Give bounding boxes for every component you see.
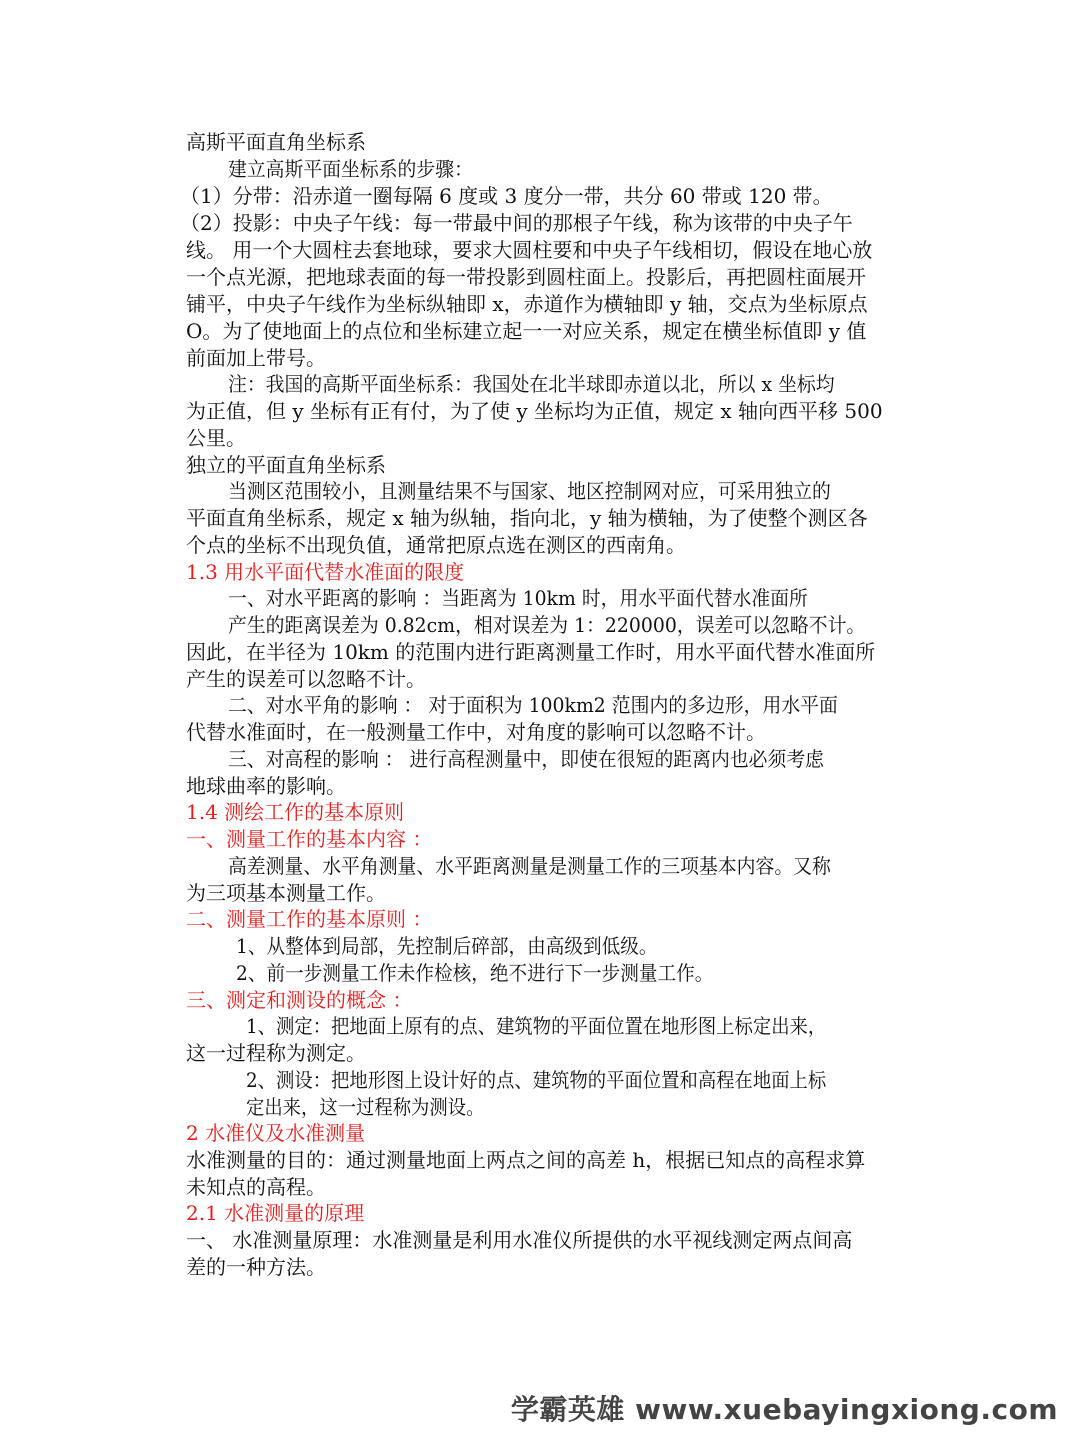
text-line: 地球曲率的影响。 — [186, 774, 346, 798]
text-line: 因此，在半径为 10km 的范围内进行距离测量工作时，用水平面代替水准面所 — [186, 640, 876, 664]
text-line: 平面直角坐标系，规定 x 轴为纵轴，指向北，y 轴为横轴，为了使整个测区各 — [186, 506, 868, 530]
text-line: 一、对水平距离的影响 ：当距离为 10km 时，用水平面代替水准面所 — [228, 586, 808, 610]
text-line: 一、 水准测量原理：水准测量是利用水准仪所提供的水平视线测定两点间高 — [186, 1228, 853, 1252]
text-line: 产生的距离误差为 0.82cm，相对误差为 1：220000，误差可以忽略不计。 — [228, 613, 866, 637]
text-line: 产生的误差可以忽略不计。 — [186, 667, 426, 691]
heading-1-4: 1.4 测绘工作的基本原则 — [186, 800, 405, 824]
text-line: 当测区范围较小，且测量结果不与国家、地区控制网对应，可采用独立的 — [228, 479, 831, 503]
text-line: 前面加上带号。 — [186, 346, 326, 370]
subheading-concepts: 三、测定和测设的概念 ： — [186, 988, 413, 1012]
text-line: O。为了使地面上的点位和坐标建立起一一对应关系，规定在横坐标值即 y 值 — [186, 319, 867, 343]
text-line: （2）投影：中央子午线：每一带最中间的那根子午线，称为该带的中央子午 — [180, 211, 853, 235]
heading-1-3: 1.3 用水平面代替水准面的限度 — [186, 560, 465, 584]
text-line: （1）分带：沿赤道一圈每隔 6 度或 3 度分一带，共分 60 带或 120 带。 — [180, 184, 833, 208]
text-line: 为三项基本测量工作。 — [186, 881, 386, 905]
list-item: 1、从整体到局部，先控制后碎部，由高级到低级。 — [236, 934, 658, 958]
text-line: 这一过程称为测定。 — [186, 1041, 366, 1065]
text-line: 铺平，中央子午线作为坐标纵轴即 x，赤道作为横轴即 y 轴，交点为坐标原点 — [186, 292, 868, 316]
text-line: 建立高斯平面坐标系的步骤： — [228, 157, 473, 181]
text-line: 为正值，但 y 坐标有正有付，为了使 y 坐标均为正值，规定 x 轴向西平移 500 — [186, 399, 883, 423]
text-line: 高差测量、水平角测量、水平距离测量是测量工作的三项基本内容。又称 — [228, 854, 831, 878]
list-item: 2、前一步测量工作未作检核，绝不进行下一步测量工作。 — [236, 961, 714, 985]
text-line: 二、对水平角的影响 ： 对于面积为 100km2 范围内的多边形，用水平面 — [228, 693, 838, 717]
section-title-gauss: 高斯平面直角坐标系 — [186, 130, 366, 154]
text-line: 水准测量的目的：通过测量地面上两点之间的高差 h，根据已知点的高程求算 — [186, 1148, 866, 1172]
text-line: 公里。 — [186, 426, 246, 450]
text-line: 一个点光源，把地球表面的每一带投影到圆柱面上。投影后，再把圆柱面展开 — [186, 265, 866, 289]
text-line: 三、对高程的影响 ： 进行高程测量中，即使在很短的距离内也必须考虑 — [228, 747, 825, 771]
heading-2: 2 水准仪及水准测量 — [186, 1121, 366, 1145]
text-line: 个点的坐标不出现负值，通常把原点选在测区的西南角。 — [186, 533, 686, 557]
list-item: 1、测定：把地面上原有的点、建筑物的平面位置在地形图上标定出来， — [246, 1014, 827, 1038]
text-line: 差的一种方法。 — [186, 1255, 326, 1279]
list-item: 2、测设：把地形图上设计好的点、建筑物的平面位置和高程在地面上标 — [246, 1068, 827, 1092]
text-line: 注：我国的高斯平面坐标系：我国处在北半球即赤道以北，所以 x 坐标均 — [228, 372, 835, 396]
subheading-basic-content: 一、测量工作的基本内容 ： — [186, 827, 433, 851]
text-line: 定出来，这一过程称为测设。 — [246, 1095, 485, 1119]
site-watermark: 学霸英雄 www.xuebayingxiong.com — [510, 1393, 1058, 1426]
section-title-independent: 独立的平面直角坐标系 — [186, 453, 386, 477]
text-line: 未知点的高程。 — [186, 1175, 326, 1199]
text-line: 代替水准面时，在一般测量工作中，对角度的影响可以忽略不计。 — [186, 720, 766, 744]
heading-2-1: 2.1 水准测量的原理 — [186, 1201, 365, 1225]
text-line: 线。 用一个大圆柱去套地球，要求大圆柱要和中央子午线相切，假设在地心放 — [186, 238, 873, 262]
subheading-basic-principles: 二、测量工作的基本原则 ： — [186, 907, 433, 931]
